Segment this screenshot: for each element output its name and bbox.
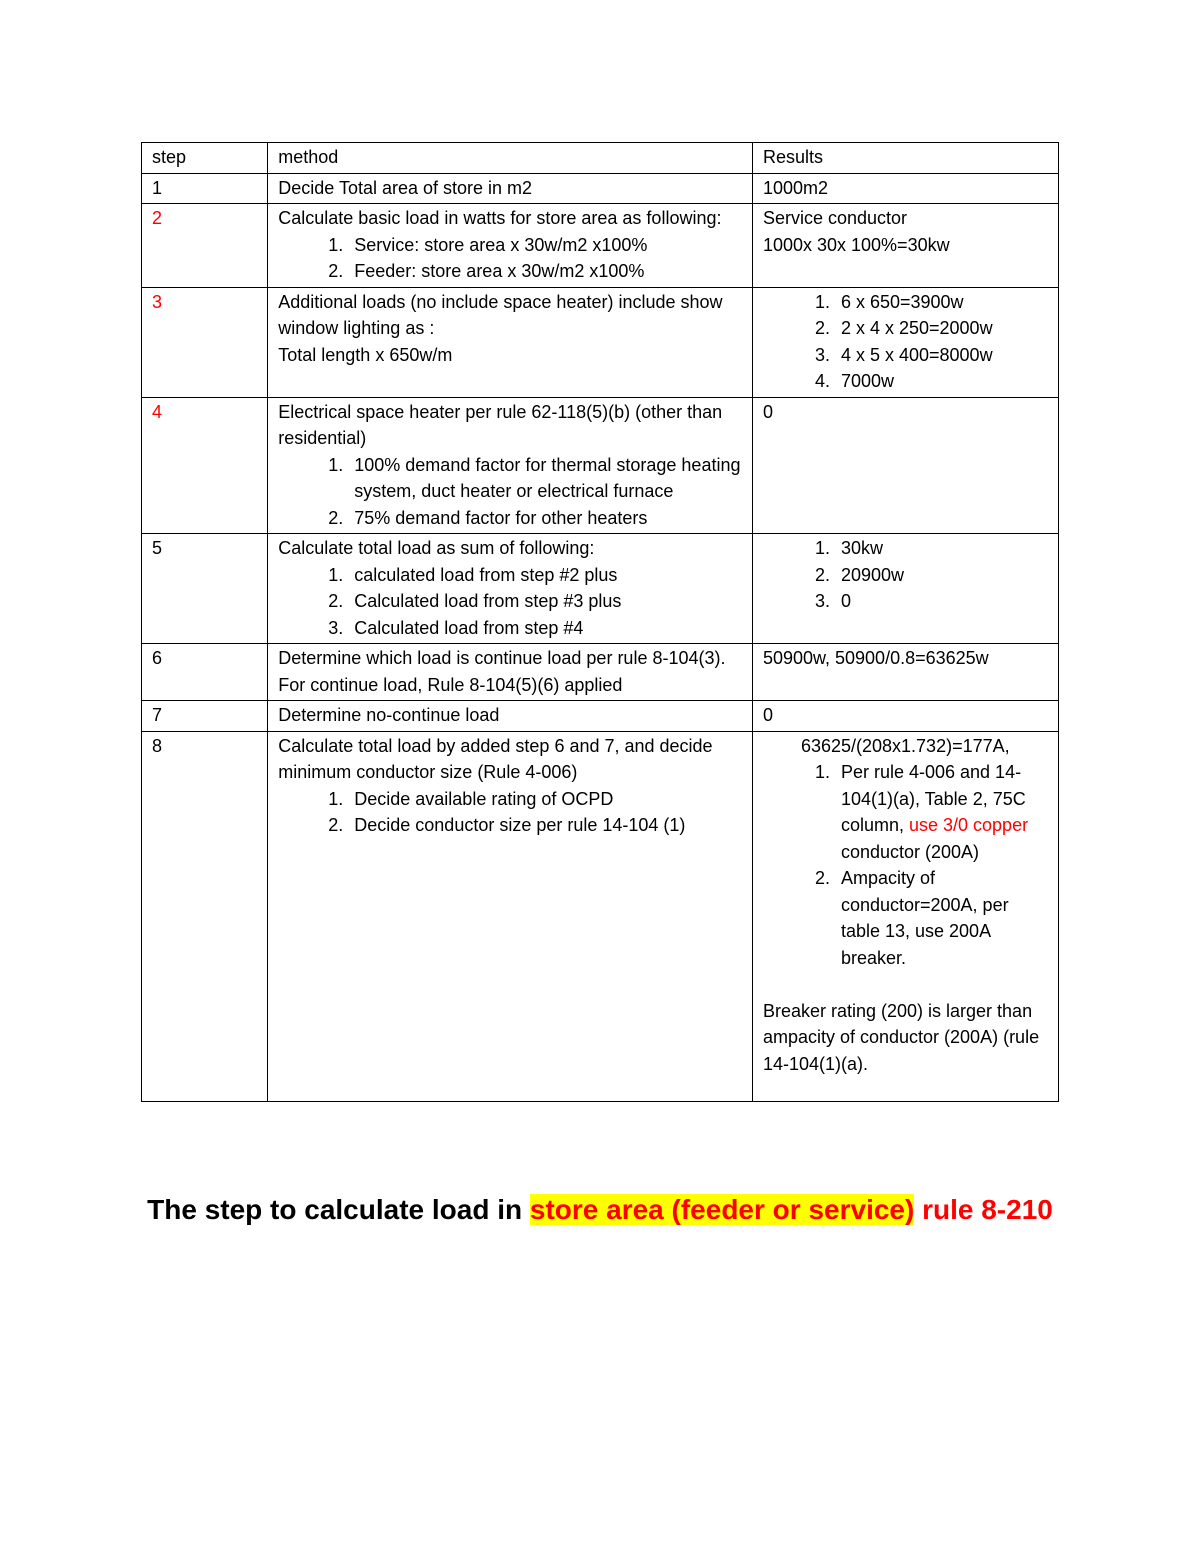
- list-item: 1. 6 x 650=3900w: [835, 289, 1050, 316]
- list-item: 1. Service: store area x 30w/m2 x100%: [348, 232, 744, 259]
- results-list: [763, 759, 1050, 971]
- results-cell: 0: [752, 701, 1058, 732]
- method-cell: [268, 204, 753, 288]
- results-cell: [752, 731, 1058, 1102]
- results-list: [763, 289, 1050, 395]
- results-cell: [752, 287, 1058, 397]
- page-title: [0, 1190, 1200, 1230]
- step-number: 7: [142, 701, 268, 732]
- copper-recommendation: use 3/0 copper: [908, 815, 1029, 835]
- results-line: 1000x 30x 100%=30kw: [762, 234, 950, 255]
- list-item: 1. 100% demand factor for thermal storage heating system, duct heater or electrical furnace: [348, 452, 744, 505]
- step-number: 2: [142, 204, 268, 288]
- title-rule: rule 8-210: [914, 1194, 1053, 1225]
- method-cell: [268, 397, 753, 534]
- step-number: 6: [142, 644, 268, 701]
- header-results: Results: [752, 143, 1058, 174]
- results-note: Breaker rating (200) is larger than ampacity of conductor (200A) (rule 14-104(1)(a).: [762, 1000, 1040, 1074]
- results-cell: 0: [752, 397, 1058, 534]
- list-item: 2. 2 x 4 x 250=2000w: [835, 315, 1050, 342]
- table-row: [142, 731, 1059, 1102]
- method-text: Calculate basic load in watts for store area as following:: [278, 208, 722, 228]
- method-list: [278, 452, 744, 532]
- method-text: Electrical space heater per rule 62-118(5)(b) (other than residential): [278, 401, 723, 448]
- method-text: Total length x 650w/m: [278, 344, 453, 365]
- steps-table: [141, 142, 1059, 1102]
- list-item: 2. Decide conductor size per rule 14-104 (1): [348, 812, 744, 839]
- list-item: 2. Ampacity of conductor=200A, per table 13, use 200A breaker.: [835, 865, 1050, 971]
- step-number: 1: [142, 173, 268, 204]
- results-text: conductor (200A): [840, 841, 980, 862]
- method-list: [278, 232, 744, 285]
- table-header-row: [142, 143, 1059, 174]
- list-item: 3. Calculated load from step #4: [348, 615, 744, 642]
- method-cell: Decide Total area of store in m2: [268, 173, 753, 204]
- spacer: [763, 971, 1050, 998]
- title-text: The step to calculate load in: [147, 1194, 530, 1225]
- method-cell: [268, 731, 753, 1102]
- list-item: 2. 20900w: [835, 562, 1050, 589]
- list-item: 3. 4 x 5 x 400=8000w: [835, 342, 1050, 369]
- table-row: [142, 397, 1059, 534]
- list-item: 3. 0: [835, 588, 1050, 615]
- table-row: [142, 287, 1059, 397]
- step-number: 5: [142, 534, 268, 644]
- list-item: 1. 30kw: [835, 535, 1050, 562]
- method-text: Calculate total load as sum of following:: [278, 538, 595, 558]
- table-row: [142, 534, 1059, 644]
- table-row: [142, 701, 1059, 732]
- list-item: 1. calculated load from step #2 plus: [348, 562, 744, 589]
- method-cell: Determine which load is continue load per rule 8-104(3). For continue load, Rule 8-104(5)(6) applied: [268, 644, 753, 701]
- title-highlight: store area (feeder or service): [529, 1194, 915, 1225]
- list-item: 2. 75% demand factor for other heaters: [348, 505, 744, 532]
- table-row: [142, 204, 1059, 288]
- table-row: [142, 173, 1059, 204]
- results-line: Service conductor: [762, 208, 908, 228]
- method-list: [278, 562, 744, 642]
- results-cell: [752, 204, 1058, 288]
- results-cell: 1000m2: [752, 173, 1058, 204]
- table-row: [142, 644, 1059, 701]
- method-text: Additional loads (no include space heater) include show window lighting as :: [278, 291, 723, 338]
- step-number: 4: [142, 397, 268, 534]
- results-list: [763, 535, 1050, 615]
- step-number: 3: [142, 287, 268, 397]
- step-number: 8: [142, 731, 268, 1102]
- list-item: 1. Decide available rating of OCPD: [348, 786, 744, 813]
- method-cell: [268, 534, 753, 644]
- list-item: [835, 759, 1050, 865]
- method-cell: [268, 287, 753, 397]
- header-method: method: [268, 143, 753, 174]
- method-text: Calculate total load by added step 6 and 7, and decide minimum conductor size (Rule 4-006): [278, 735, 713, 782]
- results-cell: [752, 534, 1058, 644]
- results-cell: 50900w, 50900/0.8=63625w: [752, 644, 1058, 701]
- method-cell: Determine no-continue load: [268, 701, 753, 732]
- results-intro: 63625/(208x1.732)=177A,: [800, 735, 1010, 756]
- method-list: [278, 786, 744, 839]
- list-item: 2. Calculated load from step #3 plus: [348, 588, 744, 615]
- results-text: Per rule 4-006 and 14-104(1)(a), Table 2, 75C column,: [840, 762, 1026, 835]
- list-item: 4. 7000w: [835, 368, 1050, 395]
- header-step: step: [142, 143, 268, 174]
- list-item: 2. Feeder: store area x 30w/m2 x100%: [348, 258, 744, 285]
